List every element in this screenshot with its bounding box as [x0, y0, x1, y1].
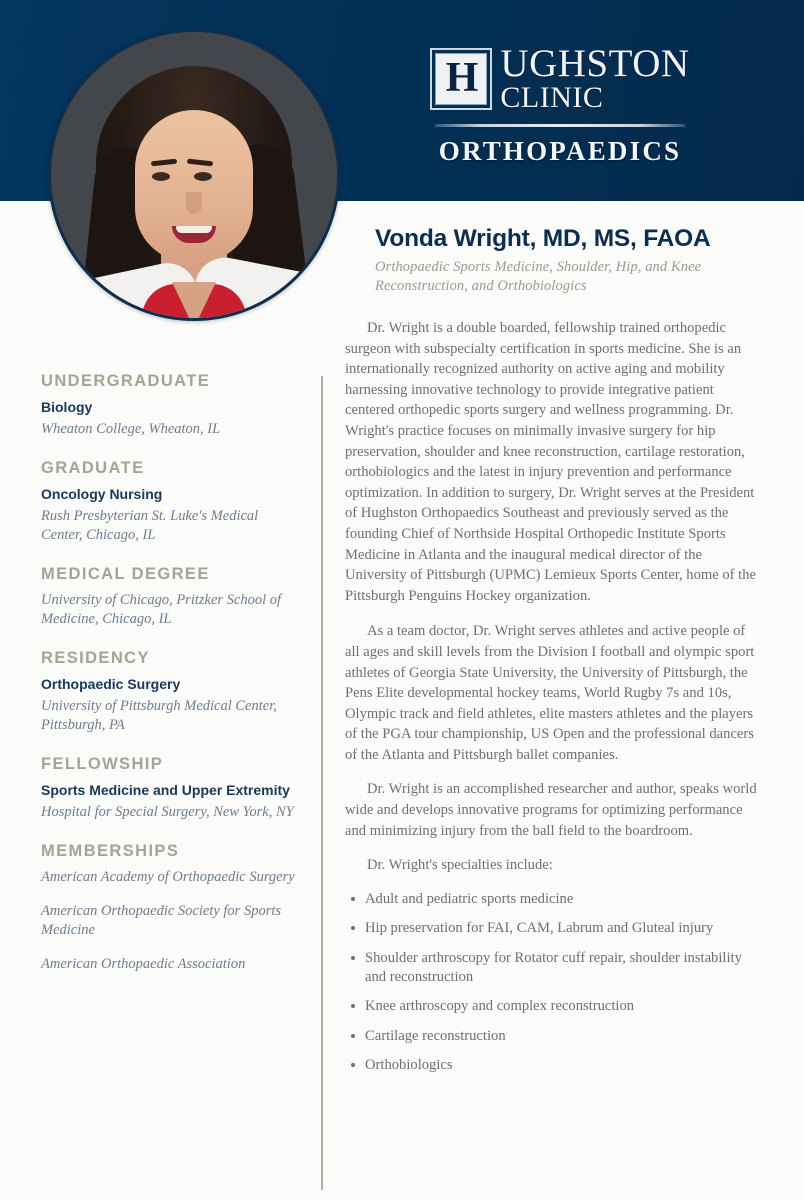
sidebar-section-residency — [41, 649, 303, 735]
biography-column — [345, 318, 760, 1086]
brand-subtitle-orthopaedics: ORTHOPAEDICS — [438, 136, 682, 166]
h-monogram-icon — [430, 48, 492, 110]
section-institution: Wheaton College, Wheaton, IL — [41, 421, 221, 437]
brand-word-clinic: CLINIC — [500, 81, 604, 114]
specialty-item: Adult and pediatric sports medicine — [345, 890, 760, 909]
brand-word-hughston: UGHSTON — [500, 42, 690, 85]
section-heading: UNDERGRADUATE — [41, 372, 211, 390]
section-heading: RESIDENCY — [41, 649, 150, 667]
portrait-neckline — [172, 282, 216, 321]
hughston-clinic-logo — [400, 40, 720, 185]
membership-item: American Orthopaedic Society for Sports Medicine — [41, 903, 282, 938]
section-institution: University of Chicago, Pritzker School of Medicine, Chicago, IL — [41, 592, 282, 627]
membership-item: American Academy of Orthopaedic Surgery — [41, 869, 295, 885]
h-monogram-letter: H — [445, 55, 478, 101]
membership-item: American Orthopaedic Association — [41, 956, 246, 972]
brand-wordmark — [500, 42, 690, 114]
h-monogram-inner — [435, 53, 487, 105]
portrait-eye-right — [194, 172, 212, 181]
section-degree: Orthopaedic Surgery — [41, 676, 181, 692]
sidebar-section-medical-degree — [41, 565, 303, 629]
sidebar-section-memberships — [41, 842, 303, 974]
section-heading: MEDICAL DEGREE — [41, 565, 210, 583]
specialty-item: Cartilage reconstruction — [345, 1027, 760, 1046]
doctor-name: Vonda Wright, MD, MS, FAOA — [375, 225, 711, 252]
doctor-name-block — [375, 224, 775, 296]
specialty-item: Knee arthroscopy and complex reconstruction — [345, 997, 760, 1016]
section-degree: Oncology Nursing — [41, 486, 163, 502]
portrait-teeth — [176, 226, 212, 233]
specialty-item: Orthobiologics — [345, 1056, 760, 1075]
brand-divider-rule — [435, 124, 685, 127]
sidebar-section-fellowship — [41, 755, 303, 822]
section-heading: MEMBERSHIPS — [41, 842, 180, 860]
section-degree: Sports Medicine and Upper Extremity — [41, 782, 290, 798]
doctor-specialty-line: Orthopaedic Sports Medicine, Shoulder, Hip, and Knee Reconstruction, and Orthobiologics — [375, 259, 702, 294]
bio-paragraph-1: Dr. Wright is a double boarded, fellowship trained orthopedic surgeon with subspecialty certification in sports medicine. She is an internationally recognized authority on active aging and mobility harnessing innovative technology to provide integrative patient centered orthopedic sports surgery and wellness programming. Dr. Wright's practice focuses on minimally invasive surgery for hip preservation, shoulder and knee reconstruction, cartilage restoration, orthobiologics and the latest in injury prevention and performance optimization. In addition to surgery, Dr. Wright serves at the President of Hughston Orthopaedics Southeast and previously served as the founding Chief of Northside Hospital Orthopedic Institute Sports Medicine in Atlanta and the inaugural medical director of the University of Pittsburgh (UPMC) Lemieux Sports Center, home of the Pittsburgh Penguins Hockey organization. — [345, 320, 756, 604]
section-heading: GRADUATE — [41, 459, 145, 477]
sidebar-section-graduate — [41, 459, 303, 545]
education-sidebar — [41, 372, 303, 994]
specialty-item: Shoulder arthroscopy for Rotator cuff repair, shoulder instability and reconstruction — [345, 949, 760, 988]
logo-wordmark-row — [430, 40, 689, 118]
bio-paragraph-2: As a team doctor, Dr. Wright serves athletes and active people of all ages and skill levels from the Division I football and olympic sport athletes of Georgia State University, the University of Pittsburgh, the Pens Elite developmental hockey teams, World Rugby 7s and 10s, Olympic track and field athletes, elite masters athletes and the players of the PGA tour championship, US Open and the professional dancers of the Atlanta and Pittsburgh ballet companies. — [345, 623, 755, 763]
column-divider — [321, 376, 323, 1190]
portrait-nose — [186, 192, 202, 214]
sidebar-section-undergraduate — [41, 372, 303, 439]
specialties-list — [345, 890, 760, 1076]
section-heading: FELLOWSHIP — [41, 755, 164, 773]
specialty-item: Hip preservation for FAI, CAM, Labrum and Gluteal injury — [345, 919, 760, 938]
doctor-portrait-photo — [48, 29, 340, 321]
portrait-eye-left — [152, 172, 170, 181]
section-degree: Biology — [41, 399, 93, 415]
section-institution: University of Pittsburgh Medical Center, Pittsburgh, PA — [41, 698, 277, 733]
specialties-intro: Dr. Wright's specialties include: — [367, 857, 553, 874]
section-institution: Rush Presbyterian St. Luke's Medical Center, Chicago, IL — [41, 508, 259, 543]
section-institution: Hospital for Special Surgery, New York, NY — [41, 804, 294, 820]
bio-paragraph-3: Dr. Wright is an accomplished researcher and author, speaks world wide and develops innovative programs for optimizing performance and minimizing injury from the ball field to the boardroom. — [345, 781, 757, 839]
